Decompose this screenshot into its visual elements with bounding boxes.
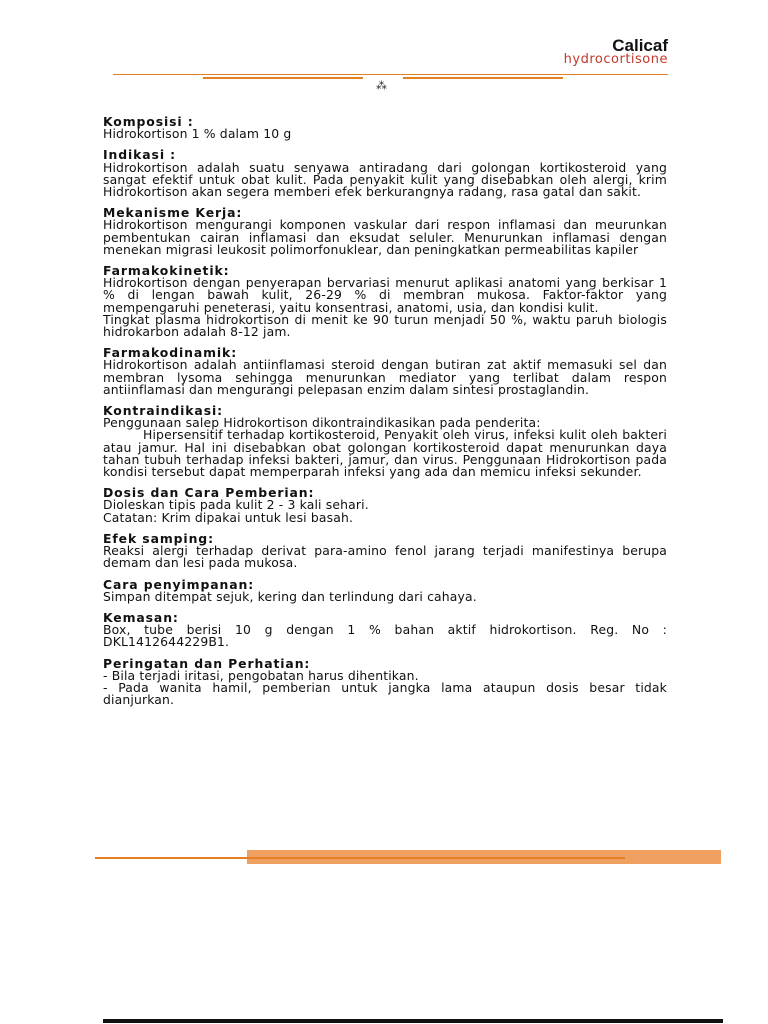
section-title: Farmakodinamik: [103,345,238,361]
section-text: Tingkat plasma hidrokortison di menit ke 90 turun menjadi 50 %, waktu paruh biologis hidrokarbon adalah 8-12 jam. [103,311,667,340]
section-text: Dioleskan tipis pada kulit 2 - 3 kali sehari. [103,497,369,513]
section-text: Hidrokortison mengurangi komponen vaskular dari respon inflamasi dan meurunkan pembentukan cairan inflamasi dan eksudat seluler. Menurunkan inflamasi dengan menekan migrasi leukosit polimorfonuklear, dan peningkatkan permeabilitas kapiler [103,217,667,257]
section-title: Dosis dan Cara Pemberian: [103,485,315,501]
generic-name: hydrocortisone [563,52,668,67]
section-text: - Pada wanita hamil, pemberian untuk jangka lama ataupun dosis besar tidak dianjurkan. [103,679,667,708]
ornament: ⁂ [376,79,387,92]
header-rule-right [403,77,563,79]
section-text: - Bila terjadi iritasi, pengobatan harus dihentikan. [103,667,419,683]
section-cara-penyimpanan [103,576,667,604]
header-rule-top [113,74,668,75]
section-title: Cara penyimpanan: [103,576,255,592]
section-farmakodinamik [103,347,667,396]
section-peringatan [103,655,667,708]
section-title: Komposisi : [103,114,194,129]
section-text: Penggunaan salep Hidrokortison dikontraindikasikan pada penderita: [103,415,541,431]
section-dosis [103,487,667,524]
section-text: Hipersensitif terhadap kortikosteroid, Penyakit oleh virus, infeksi kulit oleh bakteri atau jamur. Hal ini disebabkan obat golongan kortikosteroid dapat menurunkan daya tahan tubuh terhadap infeksi bakteri, jamur, dan virus. Penggunaan Hidrokortison pada kondisi tersebut dapat memperparah infeksi yang ada dan memicu infeksi sekunder. [103,427,667,480]
leaflet-content [103,116,667,715]
footer-rule [95,857,625,859]
bottom-rule [103,1019,723,1023]
section-title: Indikasi : [103,147,177,163]
section-title: Efek samping: [103,530,214,546]
section-komposisi [103,116,667,140]
section-text: Simpan ditempat sejuk, kering dan terlindung dari cahaya. [103,588,477,604]
section-text: Box, tube berisi 10 g dengan 1 % bahan aktif hidrokortison. Reg. No : DKL1412644229B1. [103,622,667,650]
section-text: Hidrokortison adalah suatu senyawa antiradang dari golongan kortikosteroid yang sangat efektif untuk obat kulit. Pada penyakit kulit yang disebabkan oleh alergi, krim Hidrokortison akan segera memberi efek berkurangnya radang, rasa gatal dan sakit. [103,159,667,200]
section-text: Catatan: Krim dipakai untuk lesi basah. [103,509,354,525]
brand-name: Calicaf [612,36,668,55]
header-rule-left [203,77,363,79]
section-title: Farmakokinetik: [103,263,230,279]
section-efek-samping [103,530,667,571]
section-text: Hidrokortison 1 % dalam 10 g [103,126,292,142]
section-kontraindikasi [103,405,667,478]
section-indikasi [103,149,667,198]
section-title: Kontraindikasi: [103,403,223,419]
section-text: Reaksi alergi terhadap derivat para-amino fenol jarang terjadi manifestinya berupa demam dan lesi pada mukosa. [103,543,667,571]
section-kemasan [103,609,667,650]
section-text: Hidrokortison adalah antiinflamasi steroid dengan butiran zat aktif memasuki sel dan membran lysoma sehingga menurunkan mediator yang terlibat dalam respon antiinflamasi dan mengurangi pelepasan enzim dalam sintesi prostaglandin. [103,357,667,397]
section-mekanisme-kerja [103,207,667,256]
section-title: Kemasan: [103,609,179,625]
section-text: Hidrokortison dengan penyerapan bervariasi menurut aplikasi anatomi yang berkisar 1 % di lengan bawah kulit, 26-29 % di membran mukosa. Faktor-faktor yang mempengaruhi peneterasi, yaitu konsentrasi, anatomi, usia, dan kondisi kulit. [103,275,667,315]
section-title: Mekanisme Kerja: [103,205,243,221]
section-title: Peringatan dan Perhatian: [103,655,311,671]
section-farmakokinetik [103,265,667,338]
